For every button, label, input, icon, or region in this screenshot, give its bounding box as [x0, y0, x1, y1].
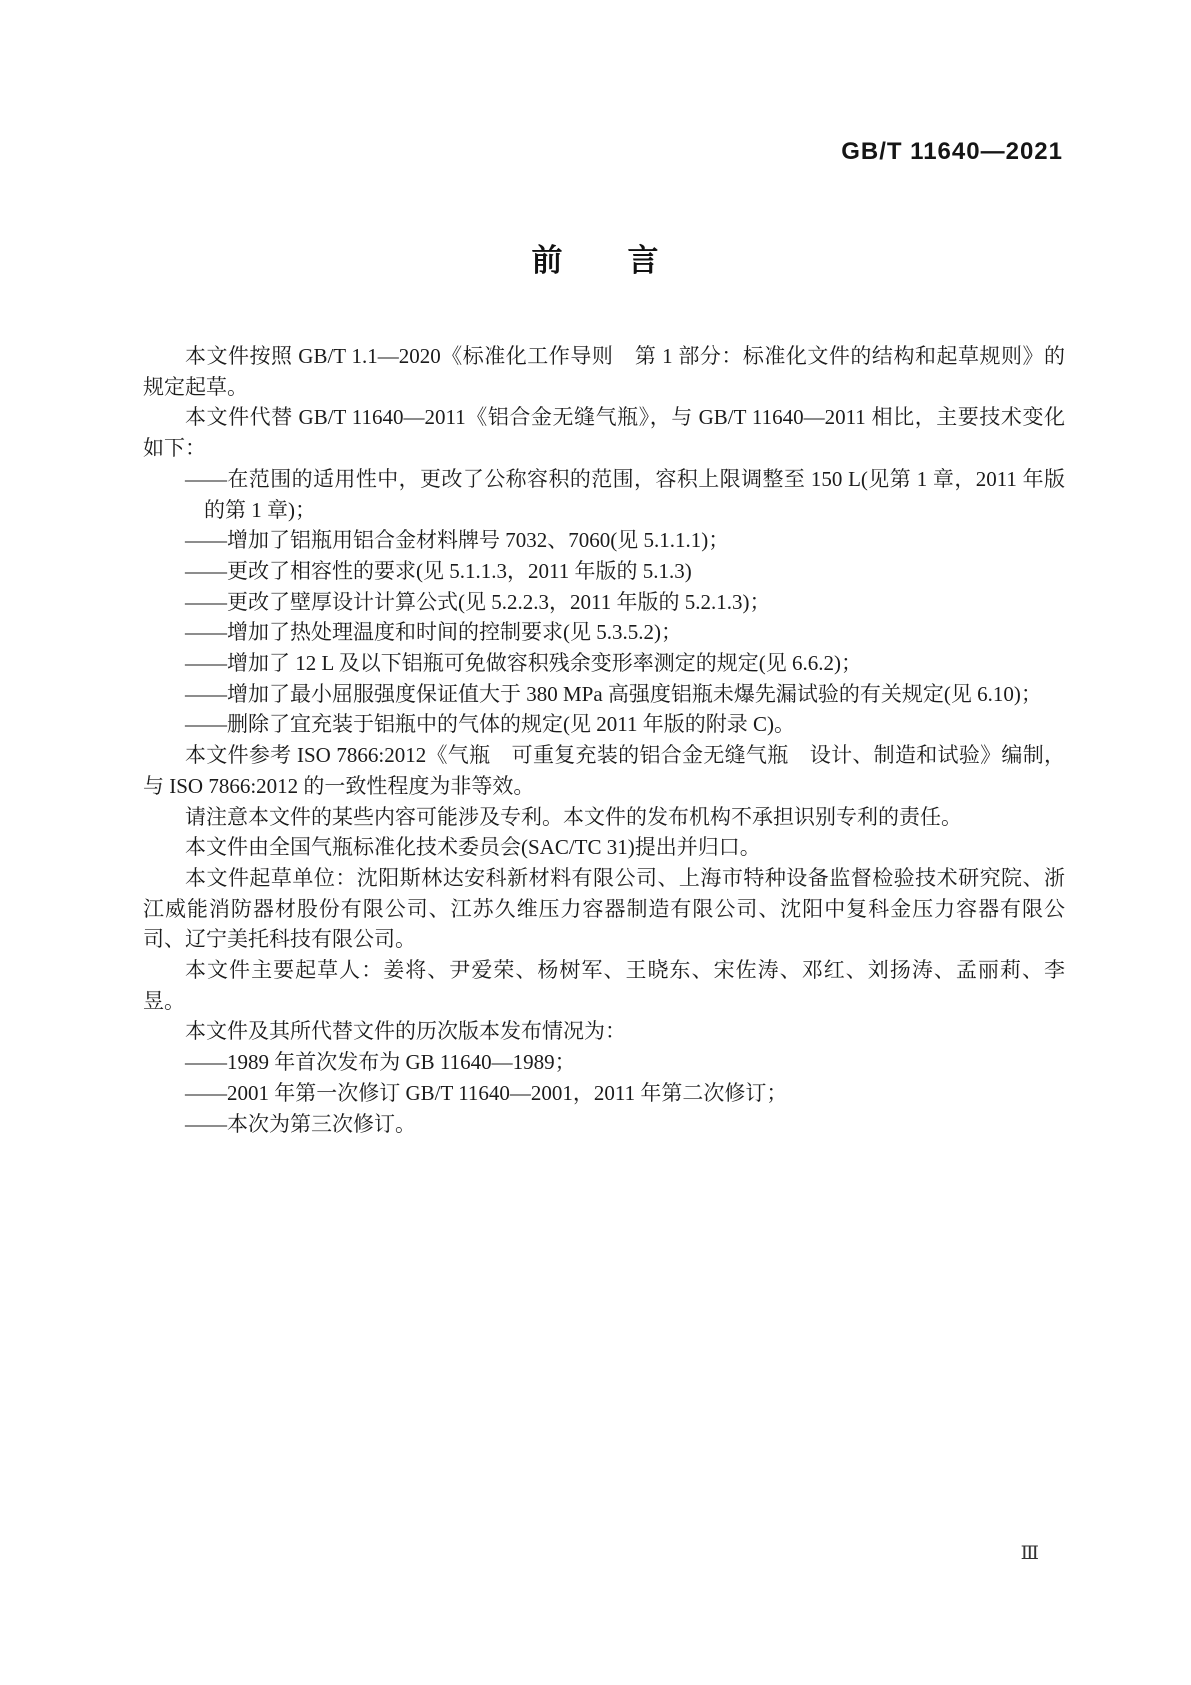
change-item: ——删除了宜充装于铝瓶中的气体的规定(见 2011 年版的附录 C)。 [185, 712, 795, 737]
paragraph-basis: 本文件按照 GB/T 1.1—2020《标准化工作导则 第 1 部分：标准化文件的结构和起草规则》的规定起草。 [143, 344, 1065, 399]
change-item: ——增加了 12 L 及以下铝瓶可免做容积残余变形率测定的规定(见 6.6.2)； [185, 651, 863, 676]
paragraph-drafting-organizations: 本文件起草单位：沈阳斯林达安科新材料有限公司、上海市特种设备监督检验技术研究院、浙江威能消防器材股份有限公司、江苏久维压力容器制造有限公司、沈阳中复科金压力容器有限公司、辽宁美托科技有限公司。 [143, 865, 1065, 952]
change-item: ——在范围的适用性中，更改了公称容积的范围，容积上限调整至 150 L(见第 1 章，2011 年版的第 1 章)； [185, 466, 1065, 522]
change-item: ——增加了热处理温度和时间的控制要求(见 5.3.5.2)； [185, 620, 682, 645]
paragraph-replaces: 本文件代替 GB/T 11640—2011《铝合金无缝气瓶》，与 GB/T 11640—2011 相比，主要技术变化如下： [143, 405, 1065, 461]
document-body [143, 341, 1065, 1139]
history-item: ——本次为第三次修订。 [185, 1111, 416, 1136]
standard-number: GB/T 11640—2021 [841, 138, 1063, 165]
changes-list [143, 464, 1065, 740]
page-title: 前 言 [531, 243, 660, 278]
paragraph-drafters: 本文件主要起草人：姜将、尹爱荣、杨树军、王晓东、宋佐涛、邓红、刘扬涛、孟丽莉、李昱。 [143, 958, 1065, 1013]
change-item: ——增加了最小屈服强度保证值大于 380 MPa 高强度铝瓶未爆先漏试验的有关规定(见 6.10)； [185, 681, 1042, 706]
paragraph-patent-notice: 请注意本文件的某些内容可能涉及专利。本文件的发布机构不承担识别专利的责任。 [185, 804, 962, 829]
change-item: ——增加了铝瓶用铝合金材料牌号 7032、7060(见 5.1.1.1)； [185, 528, 730, 553]
paragraph-iso-reference: 本文件参考 ISO 7866:2012《气瓶 可重复充装的铝合金无缝气瓶 设计、制造和试验》编制，与 ISO 7866:2012 的一致性程度为非等效。 [143, 743, 1065, 798]
history-item: ——1989 年首次发布为 GB 11640—1989； [185, 1050, 576, 1075]
paragraph-history-intro: 本文件及其所代替文件的历次版本发布情况为： [185, 1019, 626, 1044]
paragraph-committee: 本文件由全国气瓶标准化技术委员会(SAC/TC 31)提出并归口。 [185, 835, 761, 860]
change-item: ——更改了相容性的要求(见 5.1.1.3，2011 年版的 5.1.3) [185, 558, 692, 583]
change-item: ——更改了壁厚设计计算公式(见 5.2.2.3，2011 年版的 5.2.1.3)； [185, 589, 771, 614]
history-list [143, 1047, 1065, 1139]
history-item: ——2001 年第一次修订 GB/T 11640—2001，2011 年第二次修订； [185, 1080, 788, 1105]
page-number: Ⅲ [1020, 1543, 1039, 1564]
